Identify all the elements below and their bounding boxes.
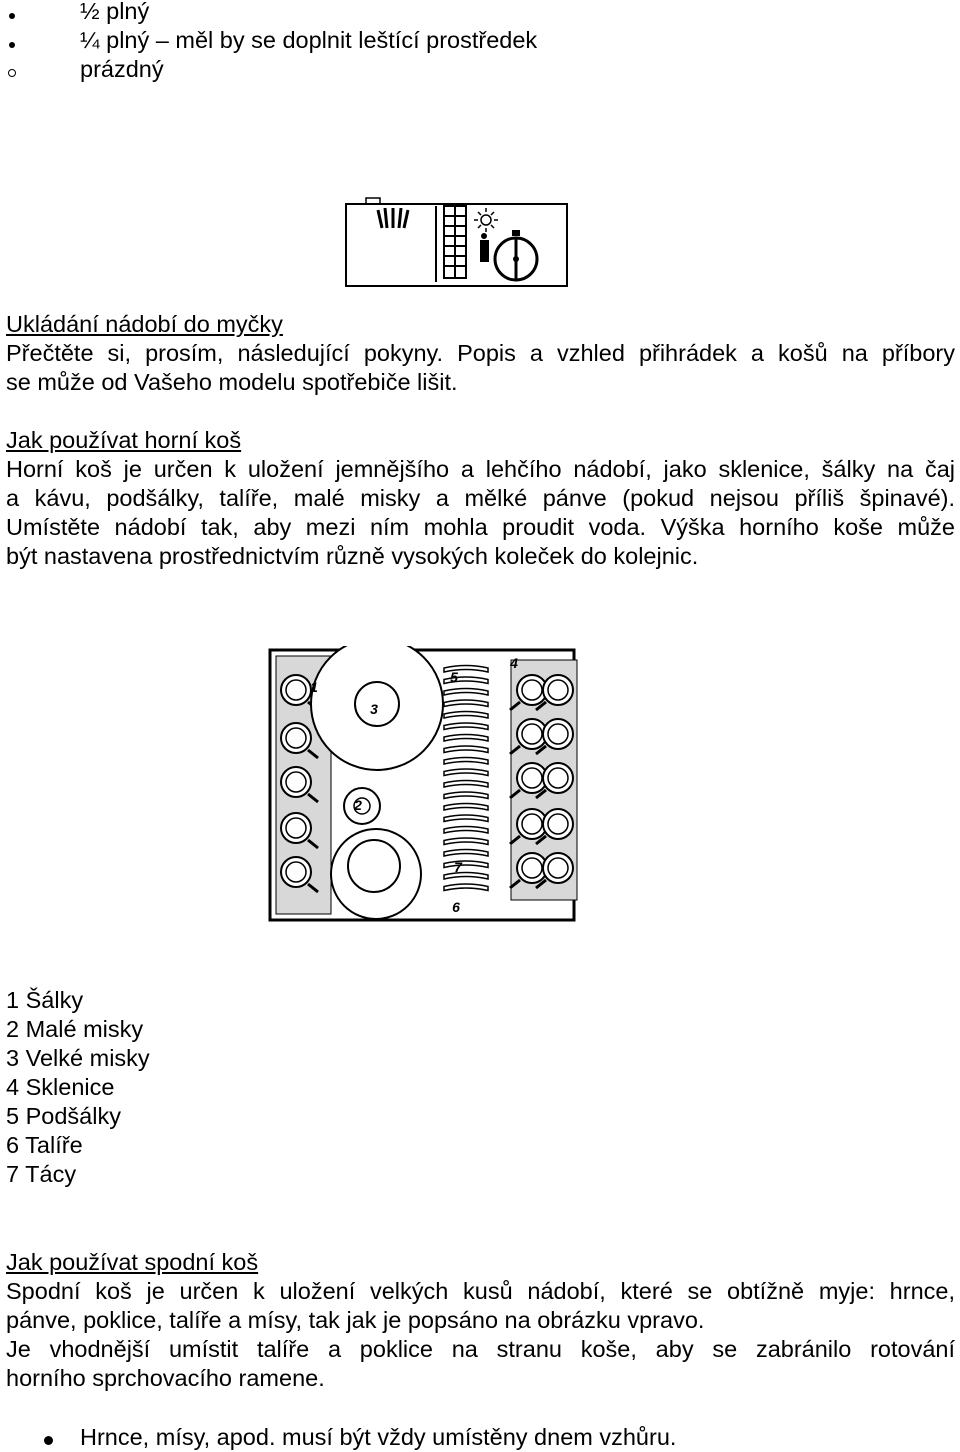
diagram-callout-label: 7 xyxy=(454,859,462,875)
upper-basket-text-line: a kávu, podšálky, talíře, malé misky a mělké pánve (pokud nejsou příliš špinavé). xyxy=(6,485,955,511)
plate xyxy=(444,758,488,765)
upper-basket-text-line: Horní koš je určen k uložení jemnějšího a lehčího nádobí, jako sklenice, šálky na čaj xyxy=(6,456,955,482)
diagram-callout-label: 3 xyxy=(370,701,378,717)
legend-item: 4 Sklenice xyxy=(6,1074,115,1100)
plate xyxy=(444,781,488,788)
diagram-callout-label: 1 xyxy=(310,679,318,695)
loading-text-line: se může od Vašeho modelu spotřebiče lišit. xyxy=(6,369,458,395)
plate xyxy=(444,723,488,730)
plate xyxy=(444,712,488,719)
legend-item: 7 Tácy xyxy=(6,1161,77,1187)
legend-item: 6 Talíře xyxy=(6,1132,83,1158)
diagram-callout-label: 5 xyxy=(450,669,458,685)
plate xyxy=(444,804,488,811)
lower-basket-text-line: Je vhodnější umístit talíře a poklice na stranu koše, aby se zabránilo rotování xyxy=(6,1336,955,1362)
rinse-aid-indicator-illustration xyxy=(344,196,570,290)
bullet-icon xyxy=(40,1423,56,1452)
legend-item: 3 Velké misky xyxy=(6,1045,150,1071)
upper-basket-text-line: Umístěte nádobí tak, aby mezi ním mohla proudit voda. Výška horního koše může xyxy=(6,514,955,540)
plate xyxy=(444,792,488,799)
diagram-callout-label: 2 xyxy=(354,797,362,813)
plate xyxy=(444,861,488,868)
bullet-icon xyxy=(4,26,20,55)
upper-basket-diagram xyxy=(266,646,582,924)
lower-basket-text-line: Spodní koš je určen k uložení velkých kusů nádobí, které se obtížně myje: hrnce, xyxy=(6,1278,955,1304)
legend-item: 5 Podšálky xyxy=(6,1103,121,1129)
plate xyxy=(444,884,488,891)
plate xyxy=(444,700,488,707)
plate xyxy=(444,746,488,753)
legend-item: 1 Šálky xyxy=(6,987,84,1013)
level-item-text: ½ plný xyxy=(80,0,150,24)
plate xyxy=(444,827,488,834)
bullet-icon xyxy=(4,0,20,26)
plate xyxy=(444,850,488,857)
diagram-callout-label: 6 xyxy=(452,899,460,915)
plate xyxy=(444,735,488,742)
diagram-callout-label: 4 xyxy=(510,655,518,671)
upper-basket-text-line: být nastavena prostřednictvím různě vysokých koleček do kolejnic. xyxy=(6,543,699,569)
circle-bullet-icon xyxy=(4,55,20,84)
lower-basket-text-line: horního sprchovacího ramene. xyxy=(6,1365,325,1391)
loading-heading: Ukládání nádobí do myčky xyxy=(6,311,283,337)
lower-basket-text-line: pánve, poklice, talíře a mísy, tak jak je popsáno na obrázku vpravo. xyxy=(6,1307,705,1333)
plate xyxy=(444,815,488,822)
level-item-text: prázdný xyxy=(80,56,164,82)
legend-item: 2 Malé misky xyxy=(6,1016,144,1042)
loading-text-line: Přečtěte si, prosím, následující pokyny. Popis a vzhled přihrádek a košů na příbory xyxy=(6,340,955,366)
lower-basket-heading: Jak používat spodní koš xyxy=(6,1249,259,1275)
lower-basket-bullet-text: Hrnce, mísy, apod. musí být vždy umístěny dnem vzhůru. xyxy=(80,1424,677,1450)
plate xyxy=(444,769,488,776)
level-item-text: ¼ plný – měl by se doplnit leštící prostředek xyxy=(80,27,538,53)
plate xyxy=(444,873,488,880)
plate xyxy=(444,689,488,696)
upper-basket-heading: Jak používat horní koš xyxy=(6,427,242,453)
plate xyxy=(444,838,488,845)
